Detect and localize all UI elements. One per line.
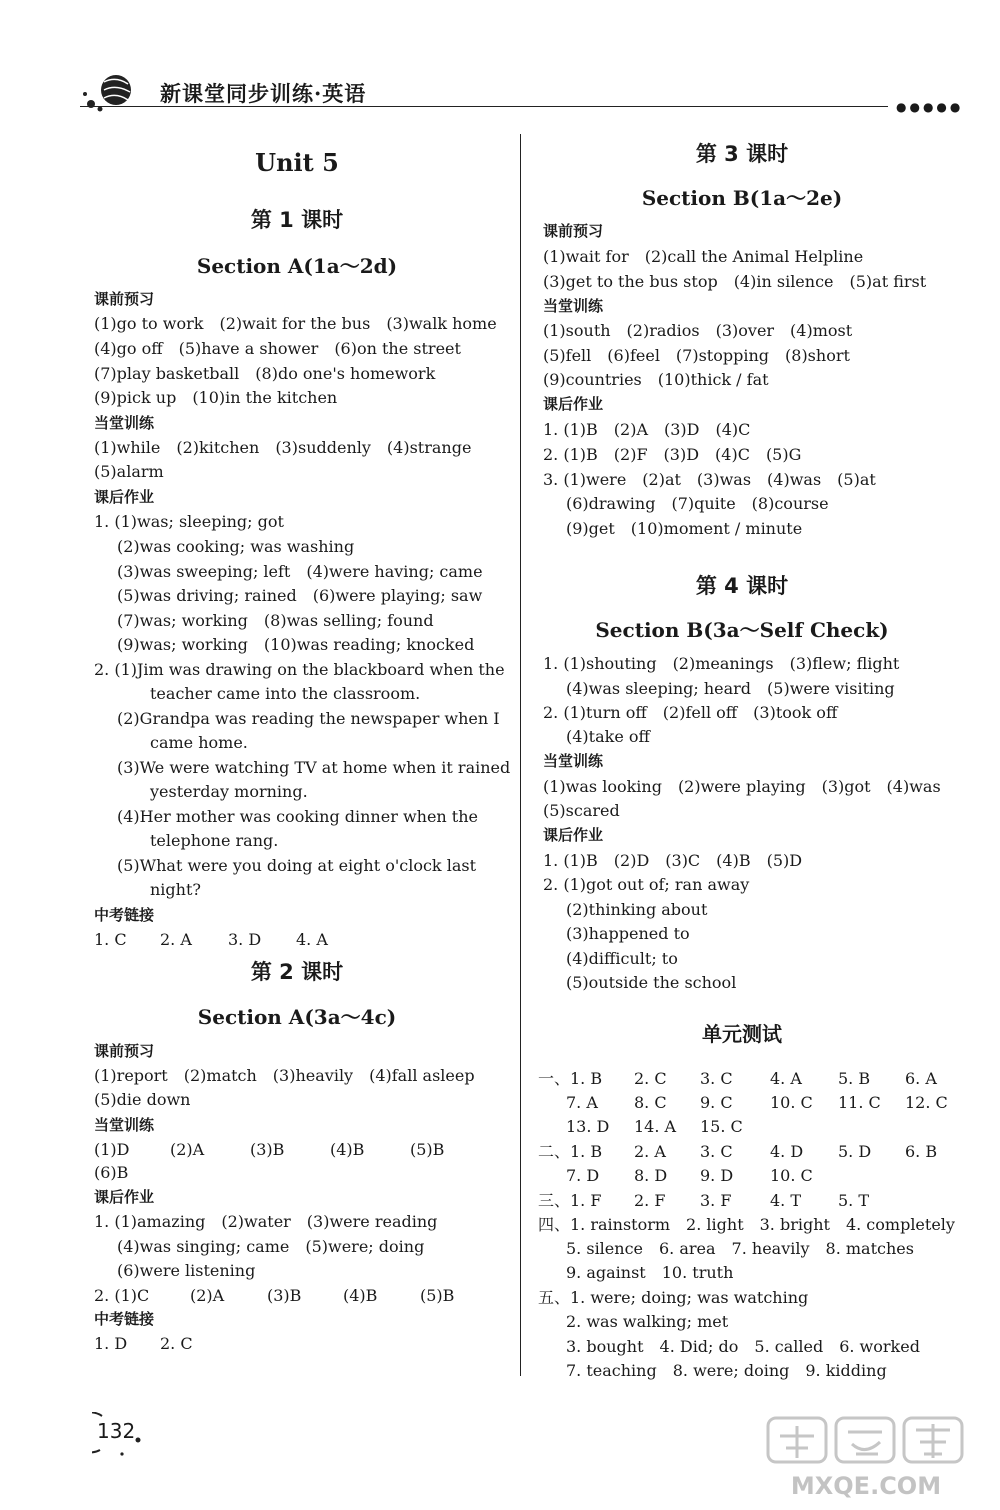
lesson4-hw-line: 1. (1)B (2)D (3)C (4)B (5)D [543, 851, 803, 870]
lesson2-pre-line: (1)report (2)match (3)heavily (4)fall asleep [94, 1066, 475, 1085]
test-answer: 5. D [838, 1142, 872, 1161]
lesson4-hw-line: (3)happened to [566, 924, 690, 943]
test-line: 2. was walking; met [566, 1312, 729, 1331]
lesson1-hw-line: 1. (1)was; sleeping; got [94, 512, 284, 531]
lesson3-hw-line: (6)drawing (7)quite (8)course [566, 494, 829, 513]
test-answer: 7. A [566, 1093, 598, 1112]
lesson1-pre-line: (1)go to work (2)wait for the bus (3)walk home [94, 314, 497, 333]
test-answer: 11. C [838, 1093, 881, 1112]
lesson1-hw-line: came home. [150, 733, 248, 752]
test-answer: 3. C [700, 1069, 733, 1088]
lesson1-exam-answer: 3. D [228, 930, 262, 949]
test-answer: 一、1. B [538, 1069, 603, 1088]
lesson4-hw-line: 2. (1)got out of; ran away [543, 875, 750, 894]
test-answer: 4. D [770, 1142, 804, 1161]
lesson2-pre-line: (5)die down [94, 1090, 191, 1109]
test-answer: 6. A [905, 1069, 937, 1088]
lesson2-exam-answer: 1. D [94, 1334, 128, 1353]
lesson2-hw2-answer: 2. (1)C [94, 1286, 150, 1305]
lesson1-hw-line: (7)was; working (8)was selling; found [117, 611, 434, 630]
lesson1-hw-line: telephone rang. [150, 831, 279, 850]
lesson1-class-label: 当堂训练 [94, 414, 155, 432]
test-line: 9. against 10. truth [566, 1263, 734, 1282]
lesson1-hw-label: 课后作业 [94, 488, 155, 506]
lesson1-class-line: (1)while (2)kitchen (3)suddenly (4)strange [94, 438, 472, 457]
lesson1-hw-line: (2)Grandpa was reading the newspaper when I [117, 709, 500, 728]
lesson2-class-answer: (3)B [250, 1140, 285, 1159]
lesson3-hw-line: 1. (1)B (2)A (3)D (4)C [543, 420, 751, 439]
test-answer: 4. T [770, 1191, 802, 1210]
test-answer: 3. C [700, 1142, 733, 1161]
test-answer: 7. D [566, 1166, 600, 1185]
lesson1-hw-line: (4)Her mother was cooking dinner when the [117, 807, 478, 826]
lesson1-hw-line: (9)was; working (10)was reading; knocked [117, 635, 475, 654]
header-title: 新课堂同步训练·英语 [160, 81, 367, 106]
lesson1-exam-answer: 4. A [296, 930, 328, 949]
lesson2-class-answer: (2)A [170, 1140, 205, 1159]
lesson2-class-answer: (5)B [410, 1140, 445, 1159]
lesson3-hw-line: 3. (1)were (2)at (3)was (4)was (5)at [543, 470, 876, 489]
lesson4-pre-line: 2. (1)turn off (2)fell off (3)took off [543, 703, 838, 722]
lesson4-pre-line: (4)was sleeping; heard (5)were visiting [566, 679, 895, 698]
test-answer: 2. C [634, 1069, 667, 1088]
lesson1-hw-line: (3)We were watching TV at home when it rained [117, 758, 511, 777]
test-answer: 9. C [700, 1093, 733, 1112]
test-line: 7. teaching 8. were; doing 9. kidding [566, 1361, 887, 1380]
lesson4-hw-line: (2)thinking about [566, 900, 708, 919]
lesson2-exam-label: 中考链接 [94, 1310, 155, 1328]
lesson4-section: Section B(3a～Self Check) [595, 618, 889, 642]
test-answer: 14. A [634, 1117, 677, 1136]
lesson1-hw-line: 2. (1)Jim was drawing on the blackboard when the [94, 660, 505, 679]
lesson1-pre-line: (7)play basketball (8)do one's homework [94, 364, 436, 383]
lesson3-class-line: (1)south (2)radios (3)over (4)most [543, 321, 853, 340]
lesson2-hw2-answer: (4)B [343, 1286, 378, 1305]
lesson1-hw-line: (5)What were you doing at eight o'clock last [117, 856, 477, 875]
test-answer: 10. C [770, 1166, 813, 1185]
header-dots: ●●●●● [896, 100, 964, 114]
header-rule [80, 106, 888, 107]
lesson3-title: 第 3 课时 [695, 142, 789, 166]
lesson2-hw-line: 1. (1)amazing (2)water (3)were reading [94, 1212, 438, 1231]
test-answer: 15. C [700, 1117, 743, 1136]
lesson1-hw-line: night? [150, 880, 201, 899]
lesson2-hw2-answer: (3)B [267, 1286, 302, 1305]
test-line: 5. silence 6. area 7. heavily 8. matches [566, 1239, 914, 1258]
lesson1-exam-label: 中考链接 [94, 906, 155, 924]
lesson1-hw-line: teacher came into the classroom. [150, 684, 421, 703]
lesson3-hw-line: 2. (1)B (2)F (3)D (4)C (5)G [543, 445, 802, 464]
lesson1-pre-line: (9)pick up (10)in the kitchen [94, 388, 338, 407]
lesson4-pre-line: (4)take off [566, 727, 650, 746]
lesson3-hw-line: (9)get (10)moment / minute [566, 519, 803, 538]
lesson1-section: Section A(1a～2d) [196, 254, 398, 278]
lesson3-hw-label: 课后作业 [543, 395, 604, 413]
unit-test-title: 单元测试 [702, 1022, 782, 1046]
lesson2-hw2-answer: (2)A [190, 1286, 225, 1305]
test-answer: 13. D [566, 1117, 610, 1136]
unit-title: Unit 5 [255, 148, 339, 177]
lesson2-hw-line: (4)was singing; came (5)were; doing [117, 1237, 425, 1256]
test-line: 五、1. were; doing; was watching [538, 1288, 809, 1307]
test-answer: 8. C [634, 1093, 667, 1112]
lesson3-pre-line: (3)get to the bus stop (4)in silence (5)at first [543, 272, 927, 291]
lesson2-exam-answer: 2. C [160, 1334, 193, 1353]
lesson1-title: 第 1 课时 [250, 208, 344, 232]
test-answer: 3. F [700, 1191, 732, 1210]
test-answer: 12. C [905, 1093, 948, 1112]
lesson2-class-answer: (4)B [330, 1140, 365, 1159]
lesson2-class-answer: (6)B [94, 1163, 129, 1182]
lesson1-exam-answer: 1. C [94, 930, 127, 949]
lesson1-hw-line: (3)was sweeping; left (4)were having; came [117, 562, 483, 581]
test-answer: 三、1. F [538, 1191, 602, 1210]
lesson1-class-line: (5)alarm [94, 462, 164, 481]
column-divider [520, 134, 521, 1376]
test-answer: 9. D [700, 1166, 734, 1185]
lesson4-pre-line: 1. (1)shouting (2)meanings (3)flew; flight [543, 654, 900, 673]
lesson1-hw-line: (5)was driving; rained (6)were playing; saw [117, 586, 483, 605]
test-answer: 2. A [634, 1142, 666, 1161]
test-answer: 8. D [634, 1166, 668, 1185]
lesson3-pre-line: (1)wait for (2)call the Animal Helpline [543, 247, 864, 266]
lesson4-class-line: (5)scared [543, 801, 620, 820]
lesson2-hw-label: 课后作业 [94, 1188, 155, 1206]
lesson4-hw-line: (4)difficult; to [566, 949, 678, 968]
lesson2-hw-line: (6)were listening [117, 1261, 256, 1280]
lesson4-class-label: 当堂训练 [543, 752, 604, 770]
lesson2-class-answer: (1)D [94, 1140, 130, 1159]
test-answer: 2. F [634, 1191, 666, 1210]
lesson3-section: Section B(1a～2e) [641, 186, 843, 210]
lesson2-section: Section A(3a～4c) [197, 1005, 397, 1029]
lesson4-class-line: (1)was looking (2)were playing (3)got (4)was [543, 777, 941, 796]
lesson2-pre-label: 课前预习 [94, 1042, 155, 1060]
svg-text:MXQE.COM: MXQE.COM [790, 1472, 942, 1500]
lesson2-class-label: 当堂训练 [94, 1116, 155, 1134]
lesson3-class-line: (9)countries (10)thick / fat [543, 370, 769, 389]
lesson4-title: 第 4 课时 [695, 574, 789, 598]
lesson4-hw-label: 课后作业 [543, 826, 604, 844]
lesson1-pre-label: 课前预习 [94, 290, 155, 308]
lesson1-hw-line: (2)was cooking; was washing [117, 537, 355, 556]
lesson1-hw-line: yesterday morning. [150, 782, 308, 801]
lesson3-class-line: (5)fell (6)feel (7)stopping (8)short [543, 346, 850, 365]
watermark-logo [760, 1412, 972, 1504]
test-answer: 4. A [770, 1069, 802, 1088]
lesson4-hw-line: (5)outside the school [566, 973, 737, 992]
test-answer: 二、1. B [538, 1142, 603, 1161]
test-line: 3. bought 4. Did; do 5. called 6. worked [566, 1337, 920, 1356]
page-number: 132 [97, 1419, 136, 1443]
test-answer: 6. B [905, 1142, 938, 1161]
lesson3-class-label: 当堂训练 [543, 297, 604, 315]
lesson1-pre-line: (4)go off (5)have a shower (6)on the street [94, 339, 461, 358]
test-answer: 5. T [838, 1191, 870, 1210]
lesson3-pre-label: 课前预习 [543, 222, 604, 240]
test-line: 四、1. rainstorm 2. light 3. bright 4. completely [538, 1215, 955, 1234]
lesson2-hw2-answer: (5)B [420, 1286, 455, 1305]
lesson2-title: 第 2 课时 [250, 960, 344, 984]
test-answer: 10. C [770, 1093, 813, 1112]
test-answer: 5. B [838, 1069, 871, 1088]
lesson1-exam-answer: 2. A [160, 930, 192, 949]
